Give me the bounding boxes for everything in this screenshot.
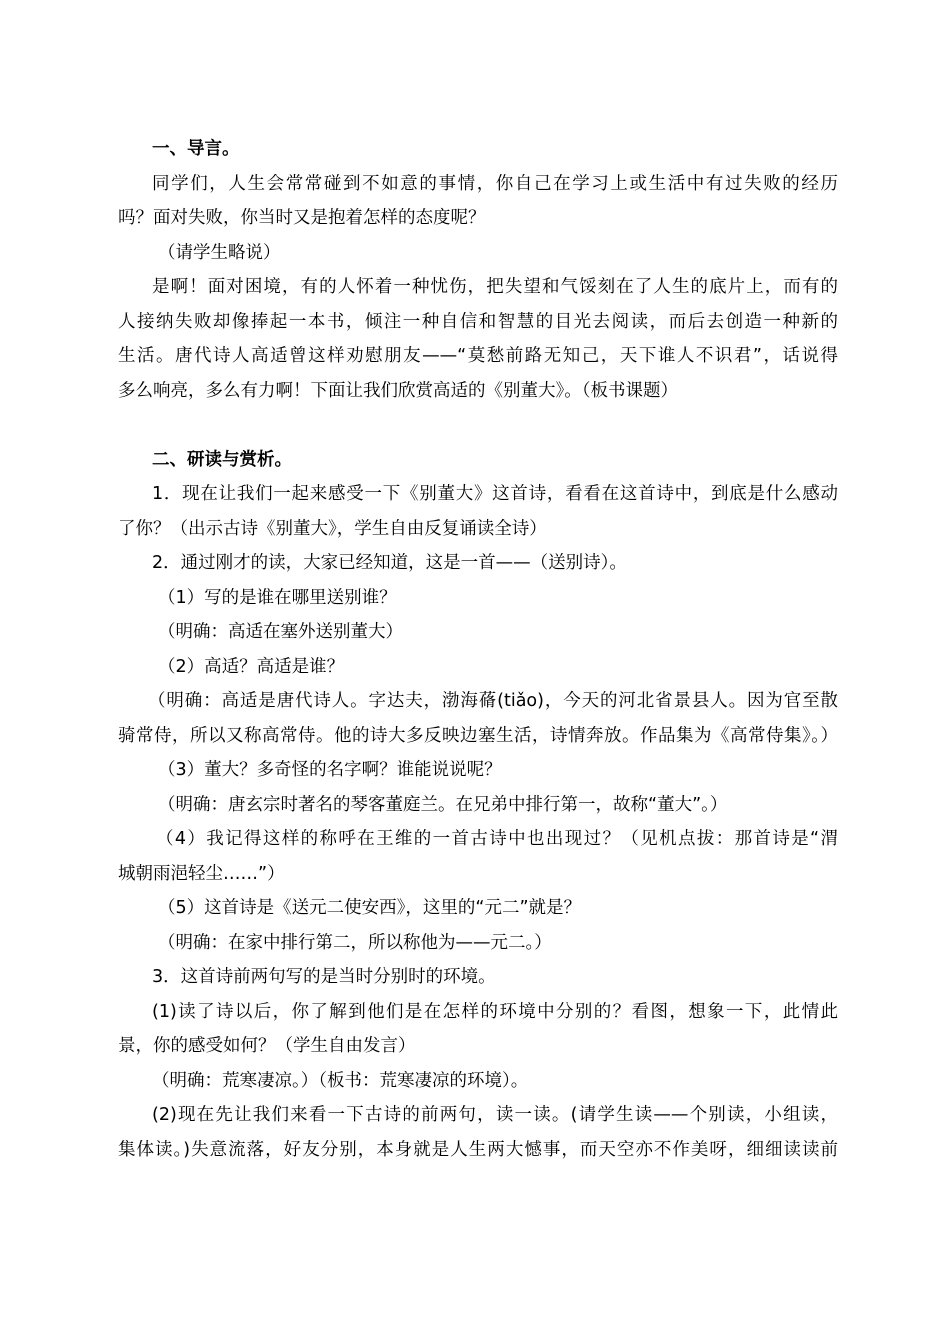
paragraph-line: 城朝雨浥轻尘……”）: [118, 863, 285, 884]
paragraph-line: （明确：高适在塞外送别董大）: [158, 622, 403, 642]
paragraph-line: 集体读。)失意流落，好友分别，本身就是人生两大憾事，而天空亦不作美呀，细细读读前: [118, 1139, 838, 1160]
section-spacer: [118, 408, 838, 443]
paragraph-line: 景，你的感受如何？（学生自由发言）: [118, 1036, 416, 1056]
paragraph-line: （明确：在家中排行第二，所以称他为——元二。）: [158, 932, 552, 953]
paragraph-line: （明确：唐玄宗时著名的琴客董庭兰。在兄弟中排行第一，故称“董大”。）: [158, 794, 728, 815]
paragraph-line: 是啊！面对困境，有的人怀着一种忧伤，把失望和气馁刻在了人生的底片上，而有的: [152, 277, 838, 297]
section-2-heading: 二、研读与赏析。: [152, 449, 292, 470]
paragraph-line: （4）我记得这样的称呼在王维的一首古诗中也出现过？（见机点拔：那首诗是“渭: [156, 829, 838, 849]
paragraph-line: （2）高适？高适是谁？: [158, 656, 345, 677]
paragraph-line: （5）这首诗是《送元二使安西》，这里的“元二”就是？: [158, 898, 582, 918]
paragraph-line: 了你？（出示古诗《别董大》，学生自由反复诵读全诗）: [118, 518, 547, 539]
paragraph-line: (1)读了诗以后，你了解到他们是在怎样的环境中分别的？看图，想象一下，此情此: [152, 1001, 838, 1022]
paragraph-line: （请学生略说）: [158, 242, 281, 263]
document-page: [118, 132, 838, 1167]
paragraph-line: （明确：高适是唐代诗人。字达夫，渤海蓨(tiǎo)，今天的河北省景县人。因为官至散: [148, 691, 838, 711]
paragraph-line: 生活。唐代诗人高适曾这样劝慰朋友——“莫愁前路无知己，天下谁人不识君”，话说得: [118, 346, 838, 366]
paragraph-line: （明确：荒寒凄凉。）（板书：荒寒凄凉的环境）。: [152, 1070, 529, 1091]
paragraph-line: 2．通过刚才的读，大家已经知道，这是一首——（送别诗）。: [152, 553, 627, 573]
section-1-heading: 一、导言。: [152, 139, 240, 159]
paragraph-line: (2)现在先让我们来看一下古诗的前两句，读一读。(请学生读——个别读，小组读，: [152, 1105, 838, 1125]
paragraph-line: 多么响亮，多么有力啊！下面让我们欣赏高适的《别董大》。（板书课题）: [118, 380, 678, 401]
paragraph-line: （1）写的是谁在哪里送别谁？: [158, 587, 397, 608]
paragraph-line: 同学们，人生会常常碰到不如意的事情，你自己在学习上或生活中有过失败的经历: [152, 173, 838, 194]
paragraph-line: 1．现在让我们一起来感受一下《别董大》这首诗，看看在这首诗中，到底是什么感动: [152, 484, 838, 504]
paragraph-line: 骑常侍，所以又称高常侍。他的诗大多反映边塞生活，诗情奔放。作品集为《高常侍集》。）: [118, 725, 838, 746]
paragraph-line: 人接纳失败却像捧起一本书，倾注一种自信和智慧的目光去阅读，而后去创造一种新的: [118, 311, 838, 332]
paragraph-line: 吗？面对失败，你当时又是抱着怎样的态度呢？: [118, 208, 486, 228]
paragraph-line: （3）董大？多奇怪的名字啊？谁能说说呢？: [158, 760, 502, 780]
paragraph-line: 3．这首诗前两句写的是当时分别时的环境。: [152, 967, 496, 987]
